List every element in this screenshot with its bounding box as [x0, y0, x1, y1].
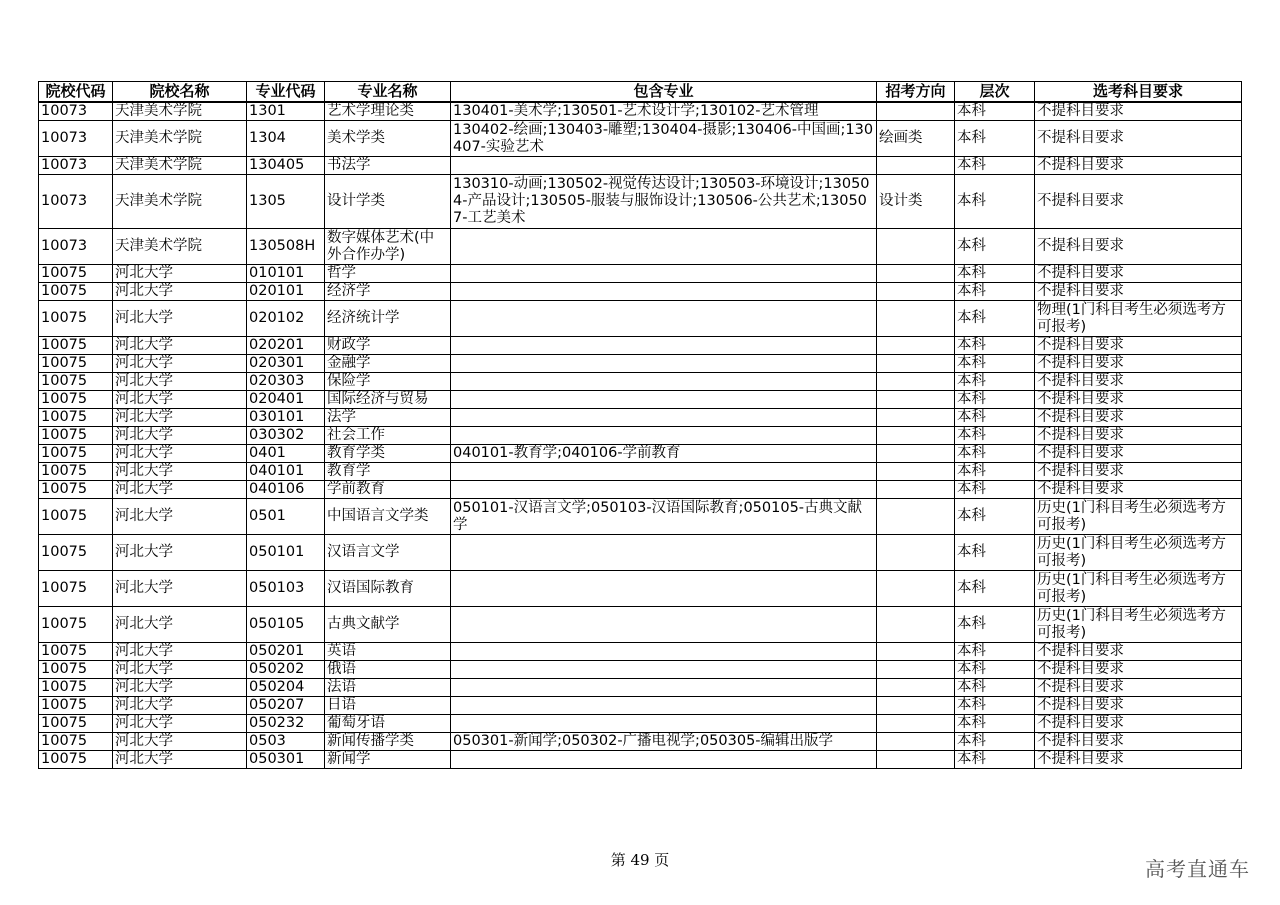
table-row: [39, 409, 1242, 427]
direction-cell: 绘画类: [877, 121, 955, 157]
column-header: 包含专业: [451, 82, 877, 103]
major-code-cell: 050103: [247, 571, 325, 607]
direction-cell: [877, 445, 955, 463]
level-cell: 本科: [955, 697, 1035, 715]
included-majors-cell: 050301-新闻学;050302-广播电视学;050305-编辑出版学: [451, 733, 877, 751]
level-cell: 本科: [955, 373, 1035, 391]
school-code-cell: 10075: [39, 301, 113, 337]
major-code-cell: 050105: [247, 607, 325, 643]
level-cell: 本科: [955, 301, 1035, 337]
table-row: [39, 679, 1242, 697]
subject-requirement-cell: 不提科目要求: [1035, 157, 1242, 175]
direction-cell: [877, 643, 955, 661]
major-name-cell: 金融学: [325, 355, 451, 373]
direction-cell: [877, 355, 955, 373]
level-cell: 本科: [955, 355, 1035, 373]
major-code-cell: 050201: [247, 643, 325, 661]
included-majors-cell: 130401-美术学;130501-艺术设计学;130102-艺术管理: [451, 102, 877, 121]
subject-requirement-cell: 不提科目要求: [1035, 463, 1242, 481]
subject-requirement-cell: 不提科目要求: [1035, 427, 1242, 445]
level-cell: 本科: [955, 733, 1035, 751]
included-majors-cell: [451, 337, 877, 355]
major-name-cell: 新闻传播学类: [325, 733, 451, 751]
watermark: 高考直通车: [1145, 857, 1250, 881]
subject-requirement-cell: 历史(1门科目考生必须选考方可报考): [1035, 571, 1242, 607]
major-name-cell: 美术学类: [325, 121, 451, 157]
subject-requirement-cell: 不提科目要求: [1035, 733, 1242, 751]
major-code-cell: 020201: [247, 337, 325, 355]
column-header: 招考方向: [877, 82, 955, 103]
school-name-cell: 天津美术学院: [113, 121, 247, 157]
subject-requirement-cell: 不提科目要求: [1035, 373, 1242, 391]
table-row: [39, 751, 1242, 769]
school-name-cell: 河北大学: [113, 571, 247, 607]
major-name-cell: 经济学: [325, 283, 451, 301]
direction-cell: [877, 661, 955, 679]
school-code-cell: 10075: [39, 265, 113, 283]
major-name-cell: 保险学: [325, 373, 451, 391]
subject-requirement-cell: 历史(1门科目考生必须选考方可报考): [1035, 499, 1242, 535]
direction-cell: [877, 391, 955, 409]
school-code-cell: 10075: [39, 715, 113, 733]
major-name-cell: 社会工作: [325, 427, 451, 445]
table-row: [39, 481, 1242, 499]
major-name-cell: 哲学: [325, 265, 451, 283]
level-cell: 本科: [955, 409, 1035, 427]
table-row: [39, 427, 1242, 445]
major-code-cell: 050232: [247, 715, 325, 733]
direction-cell: [877, 337, 955, 355]
school-name-cell: 河北大学: [113, 715, 247, 733]
table-row: [39, 643, 1242, 661]
major-name-cell: 日语: [325, 697, 451, 715]
included-majors-cell: [451, 679, 877, 697]
major-code-cell: 130508H: [247, 229, 325, 265]
school-name-cell: 天津美术学院: [113, 229, 247, 265]
school-code-cell: 10073: [39, 121, 113, 157]
school-code-cell: 10075: [39, 481, 113, 499]
direction-cell: [877, 229, 955, 265]
school-code-cell: 10075: [39, 607, 113, 643]
major-name-cell: 财政学: [325, 337, 451, 355]
school-code-cell: 10075: [39, 355, 113, 373]
page-number: 第 49 页: [610, 851, 670, 869]
subject-requirement-cell: 不提科目要求: [1035, 643, 1242, 661]
school-code-cell: 10075: [39, 409, 113, 427]
direction-cell: [877, 697, 955, 715]
direction-cell: [877, 715, 955, 733]
included-majors-cell: [451, 427, 877, 445]
subject-requirement-cell: 不提科目要求: [1035, 409, 1242, 427]
level-cell: 本科: [955, 157, 1035, 175]
level-cell: 本科: [955, 175, 1035, 229]
table-row: [39, 733, 1242, 751]
direction-cell: [877, 679, 955, 697]
included-majors-cell: [451, 229, 877, 265]
major-name-cell: 俄语: [325, 661, 451, 679]
level-cell: 本科: [955, 337, 1035, 355]
level-cell: 本科: [955, 715, 1035, 733]
included-majors-cell: [451, 463, 877, 481]
school-name-cell: 河北大学: [113, 283, 247, 301]
major-code-cell: 040106: [247, 481, 325, 499]
subject-requirement-cell: 不提科目要求: [1035, 715, 1242, 733]
school-code-cell: 10075: [39, 571, 113, 607]
table-row: [39, 445, 1242, 463]
school-name-cell: 河北大学: [113, 733, 247, 751]
table-row: [39, 499, 1242, 535]
subject-requirement-cell: 历史(1门科目考生必须选考方可报考): [1035, 607, 1242, 643]
included-majors-cell: [451, 409, 877, 427]
school-name-cell: 河北大学: [113, 679, 247, 697]
level-cell: 本科: [955, 102, 1035, 121]
school-name-cell: 河北大学: [113, 355, 247, 373]
included-majors-cell: [451, 391, 877, 409]
direction-cell: [877, 427, 955, 445]
school-name-cell: 河北大学: [113, 301, 247, 337]
school-name-cell: 天津美术学院: [113, 175, 247, 229]
school-code-cell: 10075: [39, 373, 113, 391]
major-code-cell: 020101: [247, 283, 325, 301]
major-name-cell: 教育学类: [325, 445, 451, 463]
table-row: [39, 391, 1242, 409]
direction-cell: [877, 535, 955, 571]
school-code-cell: 10075: [39, 679, 113, 697]
column-header: 院校代码: [39, 82, 113, 103]
school-code-cell: 10073: [39, 102, 113, 121]
level-cell: 本科: [955, 265, 1035, 283]
major-name-cell: 国际经济与贸易: [325, 391, 451, 409]
level-cell: 本科: [955, 571, 1035, 607]
included-majors-cell: [451, 607, 877, 643]
included-majors-cell: [451, 643, 877, 661]
included-majors-cell: [451, 751, 877, 769]
school-name-cell: 天津美术学院: [113, 102, 247, 121]
major-code-cell: 050207: [247, 697, 325, 715]
major-name-cell: 数字媒体艺术(中外合作办学): [325, 229, 451, 265]
subject-requirement-cell: 不提科目要求: [1035, 283, 1242, 301]
major-name-cell: 汉语国际教育: [325, 571, 451, 607]
major-code-cell: 050202: [247, 661, 325, 679]
direction-cell: [877, 283, 955, 301]
subject-requirement-cell: 不提科目要求: [1035, 679, 1242, 697]
direction-cell: [877, 607, 955, 643]
school-name-cell: 河北大学: [113, 643, 247, 661]
included-majors-cell: [451, 535, 877, 571]
major-code-cell: 030101: [247, 409, 325, 427]
major-code-cell: 020301: [247, 355, 325, 373]
included-majors-cell: [451, 283, 877, 301]
level-cell: 本科: [955, 463, 1035, 481]
level-cell: 本科: [955, 391, 1035, 409]
major-code-cell: 020303: [247, 373, 325, 391]
school-code-cell: 10075: [39, 499, 113, 535]
direction-cell: [877, 409, 955, 427]
table-row: [39, 463, 1242, 481]
table-row: [39, 535, 1242, 571]
direction-cell: [877, 499, 955, 535]
direction-cell: [877, 463, 955, 481]
included-majors-cell: [451, 715, 877, 733]
major-name-cell: 葡萄牙语: [325, 715, 451, 733]
major-code-cell: 130405: [247, 157, 325, 175]
level-cell: 本科: [955, 481, 1035, 499]
major-name-cell: 教育学: [325, 463, 451, 481]
school-code-cell: 10075: [39, 661, 113, 679]
major-code-cell: 040101: [247, 463, 325, 481]
school-name-cell: 河北大学: [113, 499, 247, 535]
school-name-cell: 河北大学: [113, 697, 247, 715]
school-name-cell: 河北大学: [113, 481, 247, 499]
major-code-cell: 050204: [247, 679, 325, 697]
school-name-cell: 河北大学: [113, 535, 247, 571]
subject-requirement-cell: 不提科目要求: [1035, 102, 1242, 121]
subject-requirement-cell: 不提科目要求: [1035, 121, 1242, 157]
table-row: [39, 337, 1242, 355]
table-body: [39, 102, 1242, 769]
level-cell: 本科: [955, 499, 1035, 535]
included-majors-cell: [451, 301, 877, 337]
level-cell: 本科: [955, 643, 1035, 661]
admissions-table: [38, 81, 1242, 769]
school-code-cell: 10075: [39, 535, 113, 571]
school-code-cell: 10075: [39, 445, 113, 463]
major-name-cell: 汉语言文学: [325, 535, 451, 571]
level-cell: 本科: [955, 427, 1035, 445]
table-row: [39, 661, 1242, 679]
major-name-cell: 学前教育: [325, 481, 451, 499]
subject-requirement-cell: 物理(1门科目考生必须选考方可报考): [1035, 301, 1242, 337]
table-row: [39, 102, 1242, 121]
major-code-cell: 030302: [247, 427, 325, 445]
major-code-cell: 0503: [247, 733, 325, 751]
header-row: [39, 82, 1242, 103]
subject-requirement-cell: 不提科目要求: [1035, 481, 1242, 499]
included-majors-cell: 130310-动画;130502-视觉传达设计;130503-环境设计;130504-产品设计;130505-服装与服饰设计;130506-公共艺术;130507-工艺美术: [451, 175, 877, 229]
school-name-cell: 河北大学: [113, 751, 247, 769]
table-row: [39, 607, 1242, 643]
included-majors-cell: [451, 661, 877, 679]
subject-requirement-cell: 不提科目要求: [1035, 751, 1242, 769]
school-name-cell: 河北大学: [113, 445, 247, 463]
school-name-cell: 天津美术学院: [113, 157, 247, 175]
level-cell: 本科: [955, 445, 1035, 463]
school-name-cell: 河北大学: [113, 373, 247, 391]
direction-cell: [877, 102, 955, 121]
major-code-cell: 1301: [247, 102, 325, 121]
major-name-cell: 英语: [325, 643, 451, 661]
level-cell: 本科: [955, 121, 1035, 157]
level-cell: 本科: [955, 607, 1035, 643]
school-code-cell: 10075: [39, 697, 113, 715]
direction-cell: [877, 265, 955, 283]
major-name-cell: 经济统计学: [325, 301, 451, 337]
table-row: [39, 121, 1242, 157]
subject-requirement-cell: 不提科目要求: [1035, 175, 1242, 229]
column-header: 选考科目要求: [1035, 82, 1242, 103]
major-name-cell: 新闻学: [325, 751, 451, 769]
major-name-cell: 书法学: [325, 157, 451, 175]
major-code-cell: 050301: [247, 751, 325, 769]
included-majors-cell: [451, 481, 877, 499]
major-code-cell: 020102: [247, 301, 325, 337]
school-name-cell: 河北大学: [113, 337, 247, 355]
major-name-cell: 设计学类: [325, 175, 451, 229]
subject-requirement-cell: 不提科目要求: [1035, 697, 1242, 715]
included-majors-cell: [451, 373, 877, 391]
column-header: 院校名称: [113, 82, 247, 103]
table-row: [39, 373, 1242, 391]
major-code-cell: 1305: [247, 175, 325, 229]
table-row: [39, 697, 1242, 715]
table-row: [39, 301, 1242, 337]
column-header: 层次: [955, 82, 1035, 103]
school-code-cell: 10073: [39, 229, 113, 265]
column-header: 专业名称: [325, 82, 451, 103]
subject-requirement-cell: 不提科目要求: [1035, 391, 1242, 409]
major-code-cell: 0401: [247, 445, 325, 463]
school-code-cell: 10075: [39, 391, 113, 409]
direction-cell: [877, 157, 955, 175]
school-code-cell: 10075: [39, 643, 113, 661]
level-cell: 本科: [955, 661, 1035, 679]
major-code-cell: 1304: [247, 121, 325, 157]
direction-cell: [877, 373, 955, 391]
level-cell: 本科: [955, 679, 1035, 697]
level-cell: 本科: [955, 751, 1035, 769]
included-majors-cell: [451, 697, 877, 715]
direction-cell: [877, 733, 955, 751]
subject-requirement-cell: 不提科目要求: [1035, 661, 1242, 679]
table-row: [39, 571, 1242, 607]
school-name-cell: 河北大学: [113, 661, 247, 679]
school-name-cell: 河北大学: [113, 463, 247, 481]
direction-cell: [877, 481, 955, 499]
subject-requirement-cell: 不提科目要求: [1035, 229, 1242, 265]
direction-cell: 设计类: [877, 175, 955, 229]
direction-cell: [877, 301, 955, 337]
major-name-cell: 中国语言文学类: [325, 499, 451, 535]
major-code-cell: 020401: [247, 391, 325, 409]
school-code-cell: 10075: [39, 751, 113, 769]
school-code-cell: 10075: [39, 463, 113, 481]
table-row: [39, 175, 1242, 229]
school-code-cell: 10073: [39, 157, 113, 175]
major-name-cell: 法语: [325, 679, 451, 697]
direction-cell: [877, 571, 955, 607]
included-majors-cell: [451, 355, 877, 373]
major-code-cell: 010101: [247, 265, 325, 283]
school-code-cell: 10075: [39, 427, 113, 445]
level-cell: 本科: [955, 283, 1035, 301]
school-code-cell: 10075: [39, 733, 113, 751]
table-row: [39, 265, 1242, 283]
school-name-cell: 河北大学: [113, 265, 247, 283]
included-majors-cell: [451, 157, 877, 175]
table-row: [39, 715, 1242, 733]
included-majors-cell: 040101-教育学;040106-学前教育: [451, 445, 877, 463]
subject-requirement-cell: 不提科目要求: [1035, 265, 1242, 283]
subject-requirement-cell: 历史(1门科目考生必须选考方可报考): [1035, 535, 1242, 571]
school-name-cell: 河北大学: [113, 409, 247, 427]
table-row: [39, 355, 1242, 373]
included-majors-cell: 050101-汉语言文学;050103-汉语国际教育;050105-古典文献学: [451, 499, 877, 535]
included-majors-cell: [451, 265, 877, 283]
major-code-cell: 050101: [247, 535, 325, 571]
column-header: 专业代码: [247, 82, 325, 103]
major-name-cell: 法学: [325, 409, 451, 427]
included-majors-cell: 130402-绘画;130403-雕塑;130404-摄影;130406-中国画;130407-实验艺术: [451, 121, 877, 157]
major-name-cell: 艺术学理论类: [325, 102, 451, 121]
major-code-cell: 0501: [247, 499, 325, 535]
table-row: [39, 283, 1242, 301]
included-majors-cell: [451, 571, 877, 607]
direction-cell: [877, 751, 955, 769]
school-name-cell: 河北大学: [113, 427, 247, 445]
subject-requirement-cell: 不提科目要求: [1035, 355, 1242, 373]
school-name-cell: 河北大学: [113, 607, 247, 643]
table-row: [39, 157, 1242, 175]
level-cell: 本科: [955, 535, 1035, 571]
major-name-cell: 古典文献学: [325, 607, 451, 643]
school-code-cell: 10075: [39, 283, 113, 301]
subject-requirement-cell: 不提科目要求: [1035, 337, 1242, 355]
school-code-cell: 10073: [39, 175, 113, 229]
level-cell: 本科: [955, 229, 1035, 265]
school-code-cell: 10075: [39, 337, 113, 355]
school-name-cell: 河北大学: [113, 391, 247, 409]
subject-requirement-cell: 不提科目要求: [1035, 445, 1242, 463]
table-row: [39, 229, 1242, 265]
